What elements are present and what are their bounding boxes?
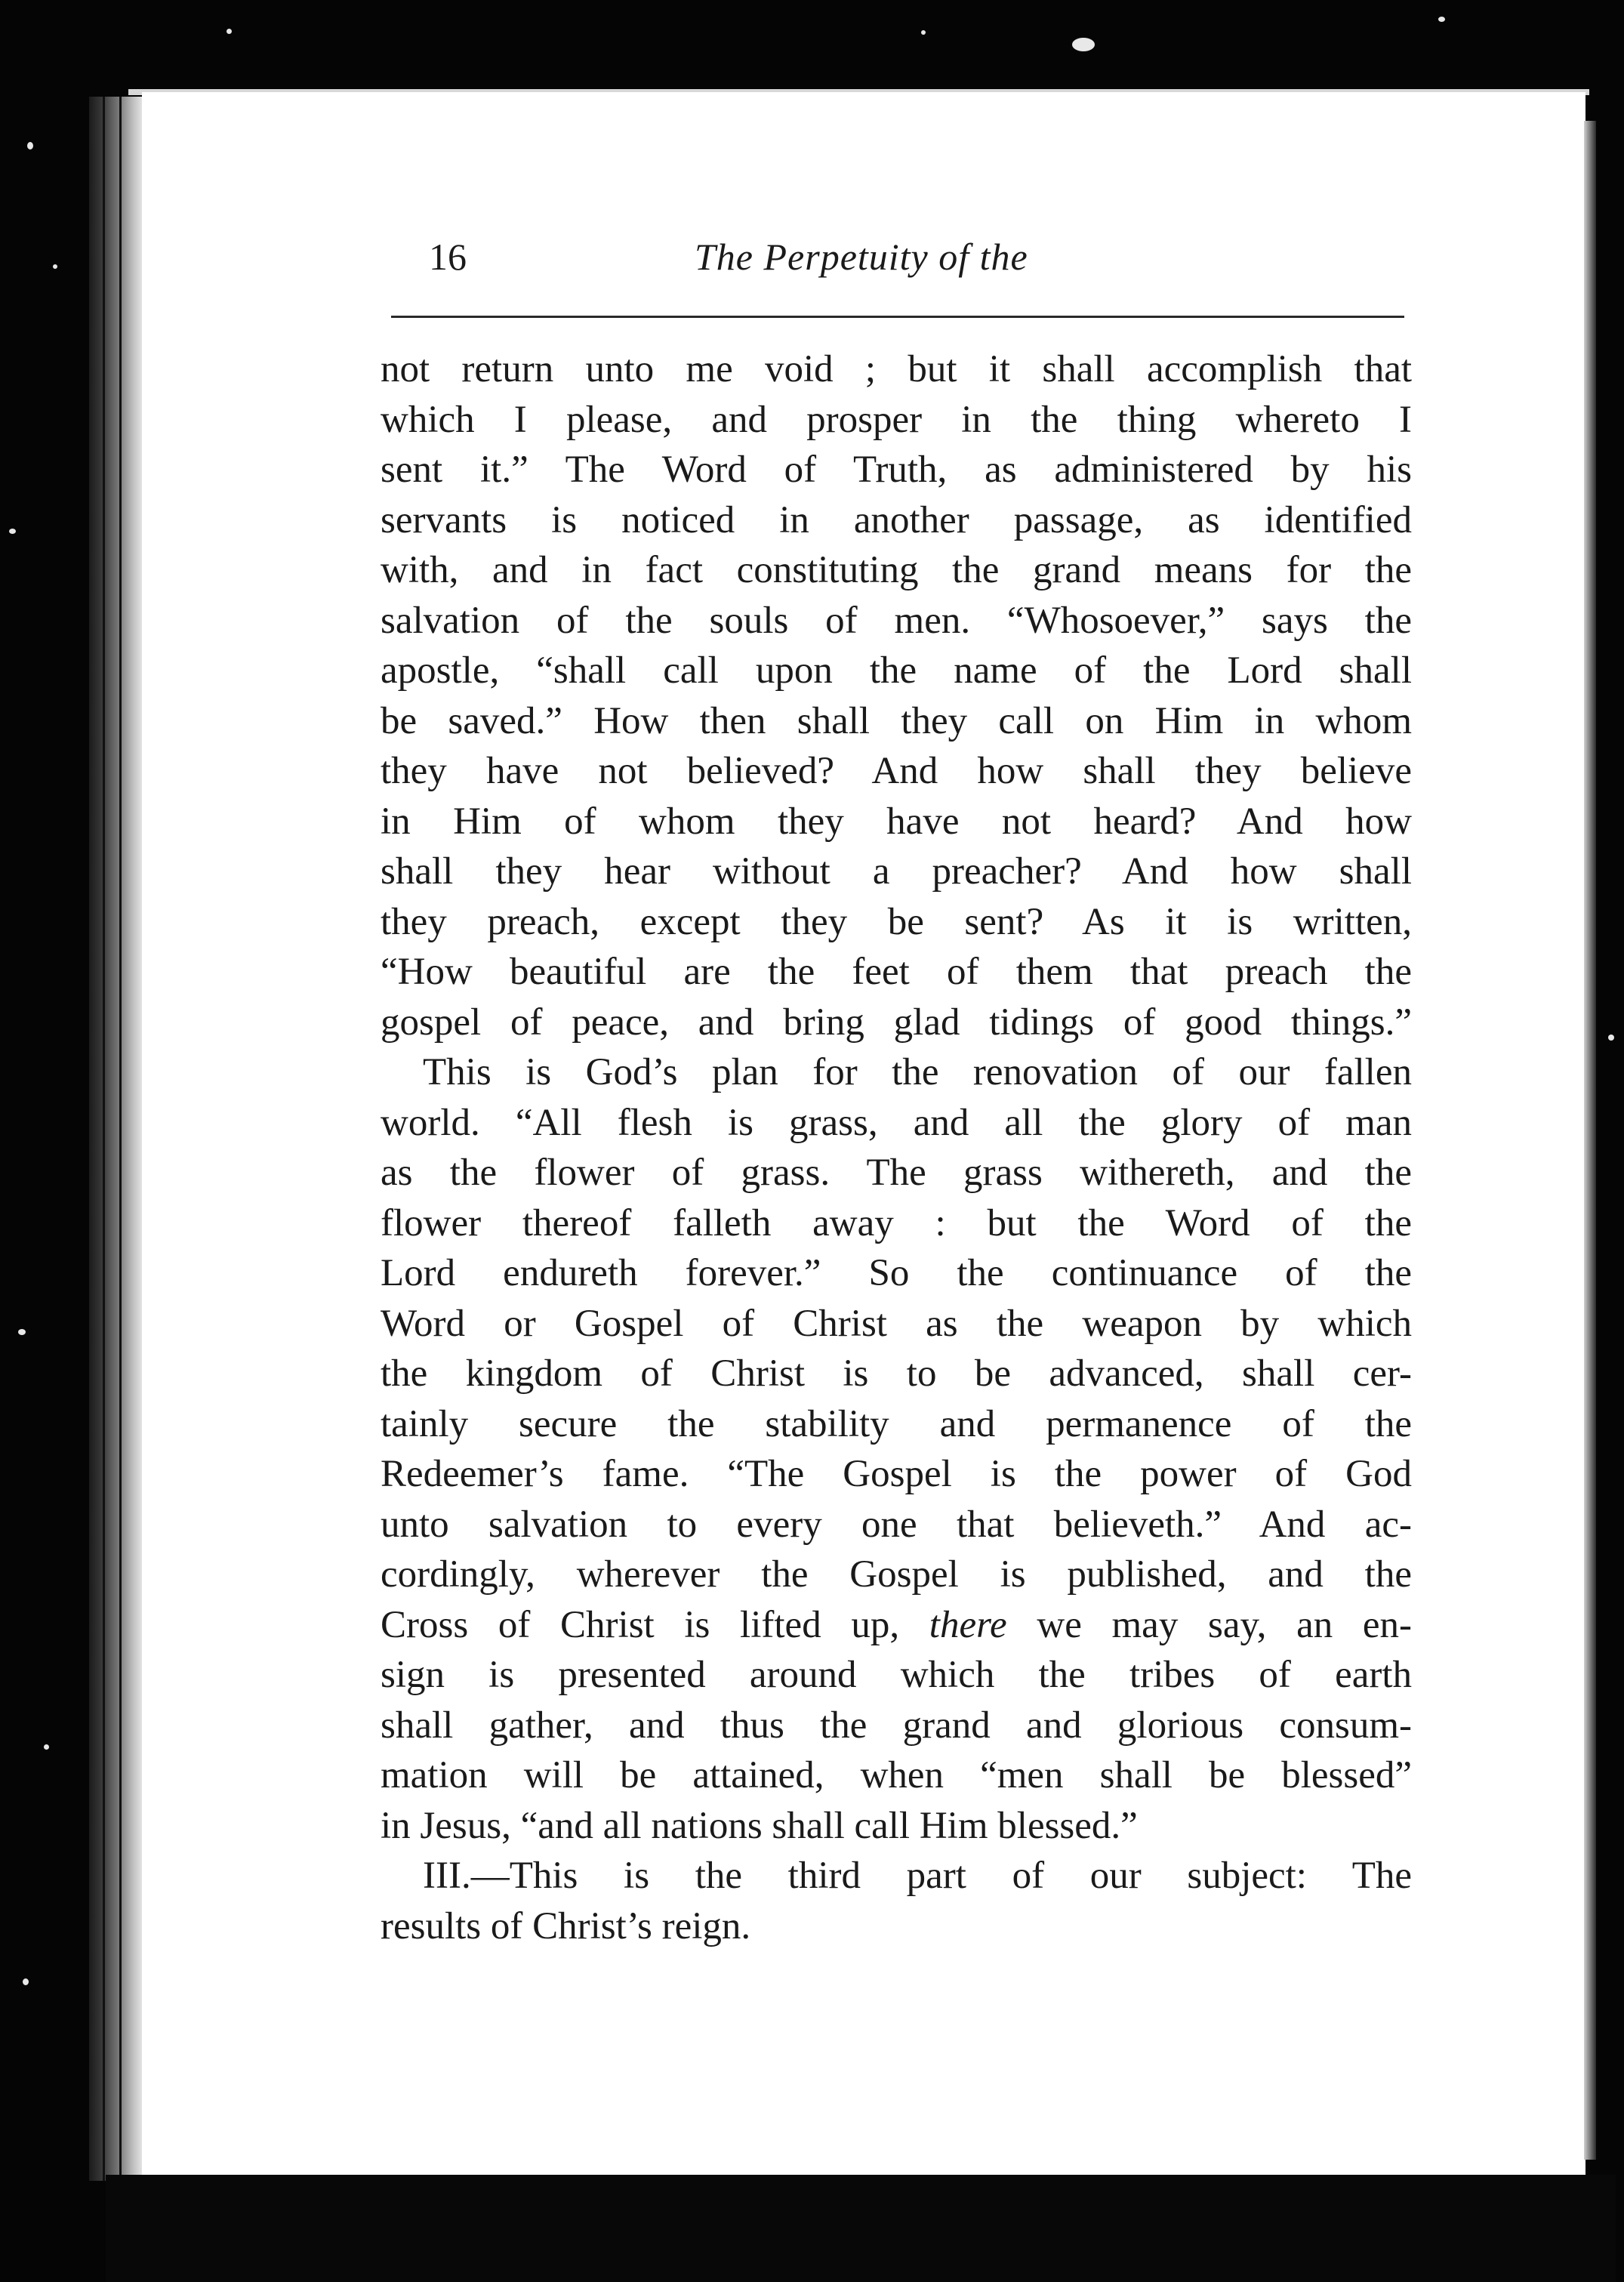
text-line: This is God’s plan for the renovation of our fallen bbox=[423, 1051, 1412, 1093]
scan-speck bbox=[1072, 38, 1095, 51]
text-line: cordingly, wherever the Gospel is published, and the bbox=[381, 1553, 1412, 1596]
text-line: “How beautiful are the feet of them that preach the bbox=[381, 951, 1412, 993]
text-line: the kingdom of Christ is to be advanced, shall cer- bbox=[381, 1352, 1412, 1395]
scan-speck bbox=[23, 1978, 29, 1985]
text-line: Word or Gospel of Christ as the weapon by which bbox=[381, 1302, 1412, 1345]
page-number: 16 bbox=[429, 236, 467, 278]
text-line-with-italic bbox=[381, 1600, 1412, 1651]
text-line: flower thereof falleth away : but the Word of the bbox=[381, 1201, 1412, 1244]
text-line: which I please, and prosper in the thing whereto I bbox=[381, 398, 1412, 441]
scan-speck bbox=[53, 264, 57, 269]
text-line: salvation of the souls of men. “Whosoever,” says the bbox=[381, 599, 1412, 642]
scan-speck bbox=[921, 30, 926, 35]
italic-word: there bbox=[929, 1603, 1007, 1646]
text-line: mation will be attained, when “men shall be blessed” bbox=[381, 1754, 1412, 1796]
text-line: they have not believed? And how shall they believe bbox=[381, 750, 1412, 792]
text-line: unto salvation to every one that believeth.” And ac- bbox=[381, 1503, 1412, 1546]
paragraph-start-line bbox=[381, 1047, 1412, 1098]
text-line: Lord endureth forever.” So the continuance of the bbox=[381, 1252, 1412, 1294]
scan-speck bbox=[226, 29, 232, 34]
running-head: The Perpetuity of the bbox=[695, 236, 1028, 278]
text-line: in Him of whom they have not heard? And how bbox=[381, 800, 1412, 843]
text-segment: Cross of Christ is lifted up, bbox=[381, 1603, 900, 1646]
text-line: tainly secure the stability and permanence of the bbox=[381, 1402, 1412, 1445]
spine-line bbox=[103, 97, 105, 2181]
text-line: not return unto me void ; but it shall accomplish that bbox=[381, 348, 1412, 390]
text-line: shall they hear without a preacher? And how shall bbox=[381, 850, 1412, 893]
text-line: Redeemer’s fame. “The Gospel is the power of God bbox=[381, 1453, 1412, 1495]
text-line: they preach, except they be sent? As it is written, bbox=[381, 900, 1412, 943]
page-header bbox=[429, 227, 1404, 287]
scan-speck bbox=[9, 529, 16, 534]
page-bottom-background bbox=[106, 2175, 1616, 2282]
text-line: results of Christ’s reign. bbox=[381, 1904, 751, 1947]
text-segment: we may say, an en- bbox=[1037, 1603, 1413, 1646]
text-line: shall gather, and thus the grand and glorious consum- bbox=[381, 1704, 1412, 1747]
scan-speck bbox=[18, 1329, 26, 1335]
book-spine bbox=[89, 97, 143, 2181]
text-line: sent it.” The Word of Truth, as administered by his bbox=[381, 449, 1412, 491]
scan-speck bbox=[1608, 1035, 1614, 1041]
text-line: as the flower of grass. The grass withereth, and the bbox=[381, 1152, 1412, 1194]
text-line: apostle, “shall call upon the name of the Lord shall bbox=[381, 649, 1412, 692]
text-line: gospel of peace, and bring glad tidings of good things.” bbox=[381, 1001, 1412, 1044]
text-line: sign is presented around which the tribes of earth bbox=[381, 1654, 1412, 1696]
body-text bbox=[381, 344, 1412, 1951]
page-right-edge bbox=[1584, 121, 1596, 2160]
text-line: servants is noticed in another passage, as identified bbox=[381, 498, 1412, 541]
spine-line bbox=[119, 97, 122, 2181]
header-rule bbox=[391, 316, 1404, 318]
text-line: be saved.” How then shall they call on Him in whom bbox=[381, 699, 1412, 742]
text-line: III.—This is the third part of our subject: The bbox=[423, 1855, 1412, 1897]
text-line: with, and in fact constituting the grand means for the bbox=[381, 549, 1412, 591]
text-line: world. “All flesh is grass, and all the glory of man bbox=[381, 1101, 1412, 1144]
scan-speck bbox=[1438, 17, 1445, 22]
paragraph-start-line bbox=[381, 1851, 1412, 1901]
text-line: in Jesus, “and all nations shall call Him blessed.” bbox=[381, 1804, 1138, 1847]
scan-speck bbox=[27, 142, 33, 150]
scan-speck bbox=[44, 1744, 49, 1750]
